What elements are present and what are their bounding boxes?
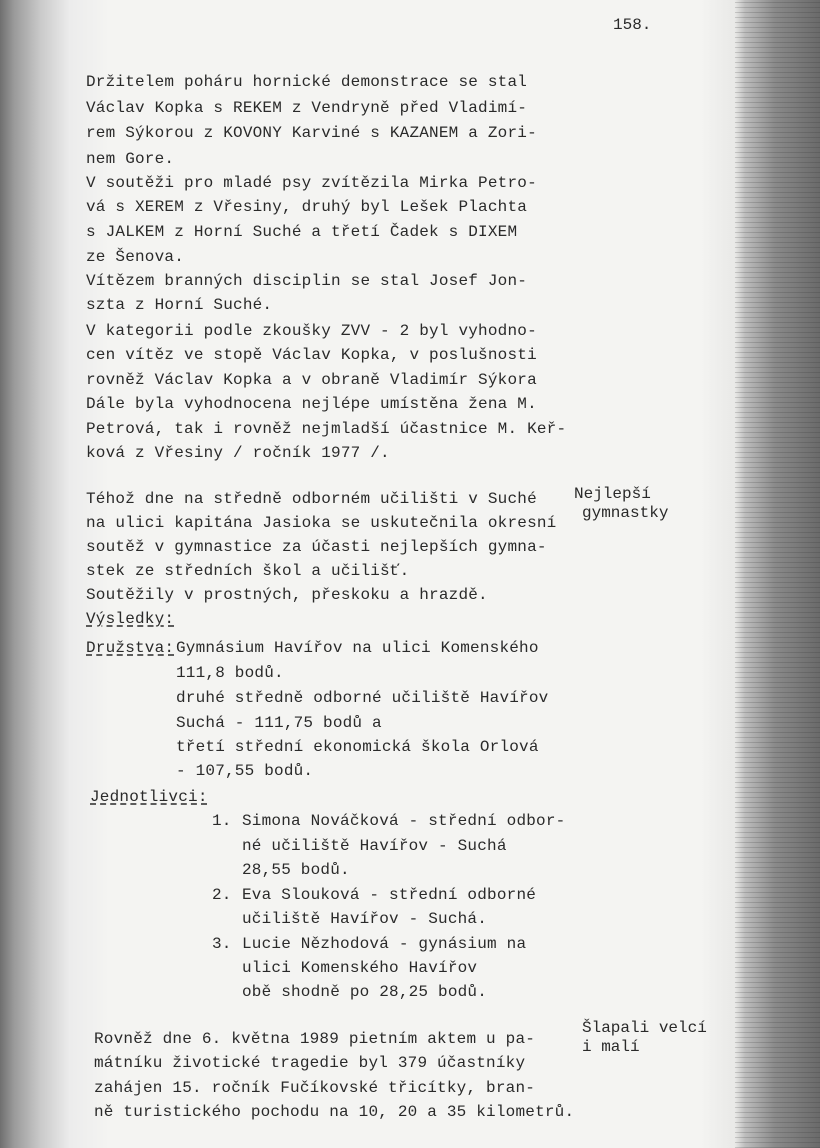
text-line: Václav Kopka s REKEM z Vendryně před Vladimí-: [86, 99, 528, 117]
page-number: 158.: [613, 16, 652, 34]
text-line: rem Sýkorou z KOVONY Karviné s KAZANEM a Zori-: [86, 124, 537, 142]
list-number: 1.: [212, 812, 232, 830]
text-line: 111,8 bodů.: [176, 664, 284, 682]
text-line: rovněž Václav Kopka a v obraně Vladimír Sýkora: [86, 371, 537, 389]
text-line: vá s XEREM z Vřesiny, druhý byl Lešek Plachta: [86, 198, 528, 216]
list-number: 2.: [212, 886, 232, 904]
margin-note-line: i malí: [582, 1038, 640, 1056]
list-item: obě shodně po 28,25 bodů.: [242, 983, 488, 1001]
text-line: zahájen 15. ročník Fučíkovské třicítky, bran-: [94, 1079, 536, 1097]
text-line: Rovněž dne 6. května 1989 pietním aktem u pa-: [94, 1030, 536, 1048]
individuals-label: Jednotlivci:: [90, 788, 208, 806]
list-item: 28,55 bodů.: [242, 861, 350, 879]
list-item: né učiliště Havířov - Suchá: [242, 837, 507, 855]
text-line: Suchá - 111,75 bodů a: [176, 714, 382, 732]
list-item: učiliště Havířov - Suchá.: [242, 910, 488, 928]
text-line: ková z Vřesiny / ročník 1977 /.: [86, 444, 390, 462]
text-line: cen vítěz ve stopě Václav Kopka, v poslušnosti: [86, 346, 537, 364]
text-line: mátníku životické tragedie byl 379 účastníky: [94, 1054, 526, 1072]
text-line: Vítězem branných disciplin se stal Josef Jon-: [86, 272, 528, 290]
text-line: V soutěži pro mladé psy zvítězila Mirka Petro-: [86, 174, 537, 192]
margin-note-line: gymnastky: [582, 504, 669, 522]
list-item: ulici Komenského Havířov: [242, 959, 478, 977]
scan-binding-edge: [735, 0, 820, 1148]
text-line: nem Gore.: [86, 150, 175, 168]
text-line: - 107,55 bodů.: [176, 762, 314, 780]
text-line: Držitelem poháru hornické demonstrace se stal: [86, 73, 528, 91]
text-line: třetí střední ekonomická škola Orlová: [176, 738, 539, 756]
text-line: ze Šenova.: [86, 248, 185, 266]
text-line: stek ze středních škol a učilišť.: [86, 562, 410, 580]
list-item: Eva Slouková - střední odborné: [242, 886, 537, 904]
text-line: Dále byla vyhodnocena nejlépe umístěna žena M.: [86, 395, 537, 413]
margin-note-line: Nejlepší: [574, 485, 651, 503]
results-heading: Výsledky:: [86, 610, 175, 628]
list-item: Lucie Nězhodová - gynásium na: [242, 935, 527, 953]
text-line: s JALKEM z Horní Suché a třetí Čadek s DIXEM: [86, 223, 518, 241]
text-line: V kategorii podle zkoušky ZVV - 2 byl vyhodno-: [86, 322, 537, 340]
text-line: soutěž v gymnastice za účasti nejlepších gymna-: [86, 538, 547, 556]
text-line: Petrová, tak i rovněž nejmladší účastnice M. Keř-: [86, 420, 567, 438]
text-line: Gymnásium Havířov na ulici Komenského: [176, 639, 539, 657]
text-line: ně turistického pochodu na 10, 20 a 35 kilometrů.: [94, 1103, 575, 1121]
text-line: druhé středně odborné učiliště Havířov: [176, 689, 549, 707]
text-line: Soutěžily v prostných, přeskoku a hrazdě.: [86, 586, 488, 604]
list-item: Simona Nováčková - střední odbor-: [242, 812, 566, 830]
text-line: szta z Horní Suché.: [86, 296, 273, 314]
text-line: na ulici kapitána Jasioka se uskutečnila okresní: [86, 514, 557, 532]
margin-note-line: Šlapali velcí: [582, 1019, 707, 1037]
teams-label: Družstva:: [86, 639, 175, 657]
text-line: Téhož dne na středně odborném učilišti v Suché: [86, 490, 537, 508]
list-number: 3.: [212, 935, 232, 953]
